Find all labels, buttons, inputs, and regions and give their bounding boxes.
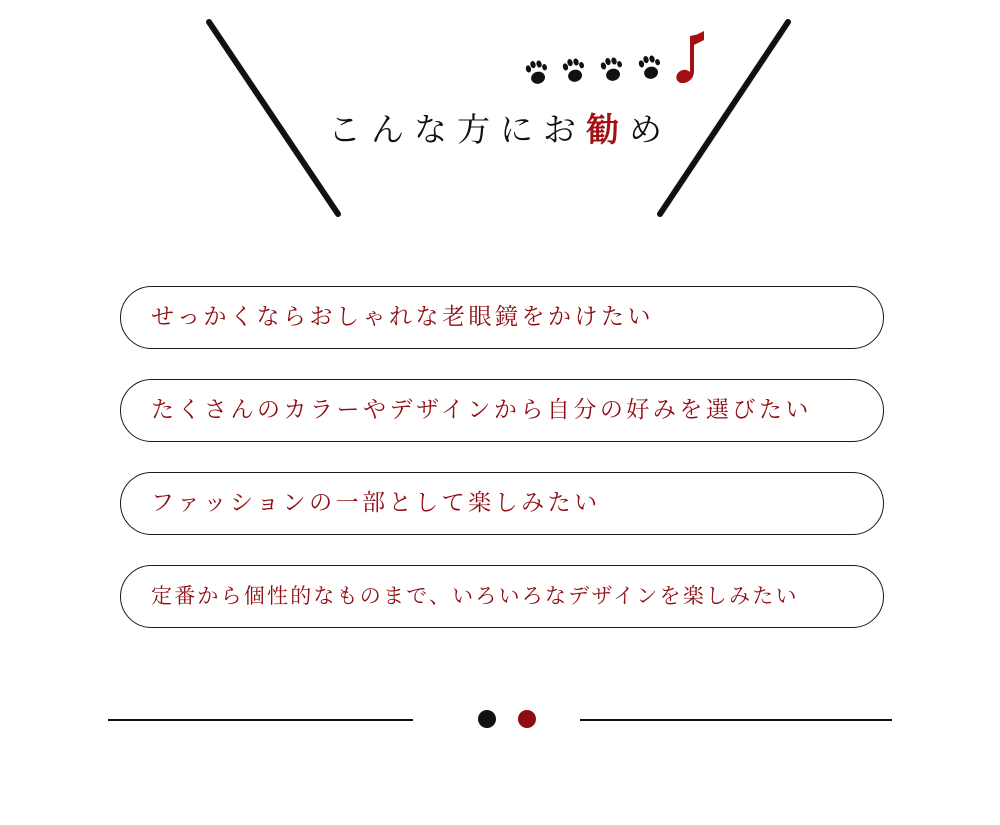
- divider-dot-black: [478, 710, 496, 728]
- page-title: [0, 104, 1000, 151]
- page-title-before: こんな方にお: [328, 110, 586, 149]
- recommendation-list: [120, 286, 884, 658]
- paw-print-icon: [561, 56, 587, 84]
- list-item-label: たくさんのカラーやデザインから自分の好みを選びたい: [151, 397, 812, 423]
- footer-divider: [0, 700, 1000, 740]
- list-item-label: せっかくならおしゃれな老眼鏡をかけたい: [151, 304, 655, 330]
- list-item: [120, 286, 884, 349]
- list-item-label: ファッションの一部として楽しみたい: [151, 490, 601, 516]
- list-item-label: 定番から個性的なものまで、いろいろなデザインを楽しみたい: [151, 584, 799, 608]
- paw-print-icon: [637, 53, 663, 81]
- list-item: [120, 472, 884, 535]
- music-note-icon: [676, 31, 704, 83]
- list-item: [120, 565, 884, 628]
- list-item: [120, 379, 884, 442]
- paw-print-icon: [599, 55, 625, 83]
- divider-line-right: [580, 719, 892, 721]
- paw-print-icon: [524, 58, 550, 86]
- heading-section: [0, 0, 1000, 230]
- divider-line-left: [108, 719, 413, 721]
- divider-dot-red: [518, 710, 536, 728]
- page-title-after: め: [629, 110, 672, 149]
- page-title-accent: 勧: [586, 110, 629, 149]
